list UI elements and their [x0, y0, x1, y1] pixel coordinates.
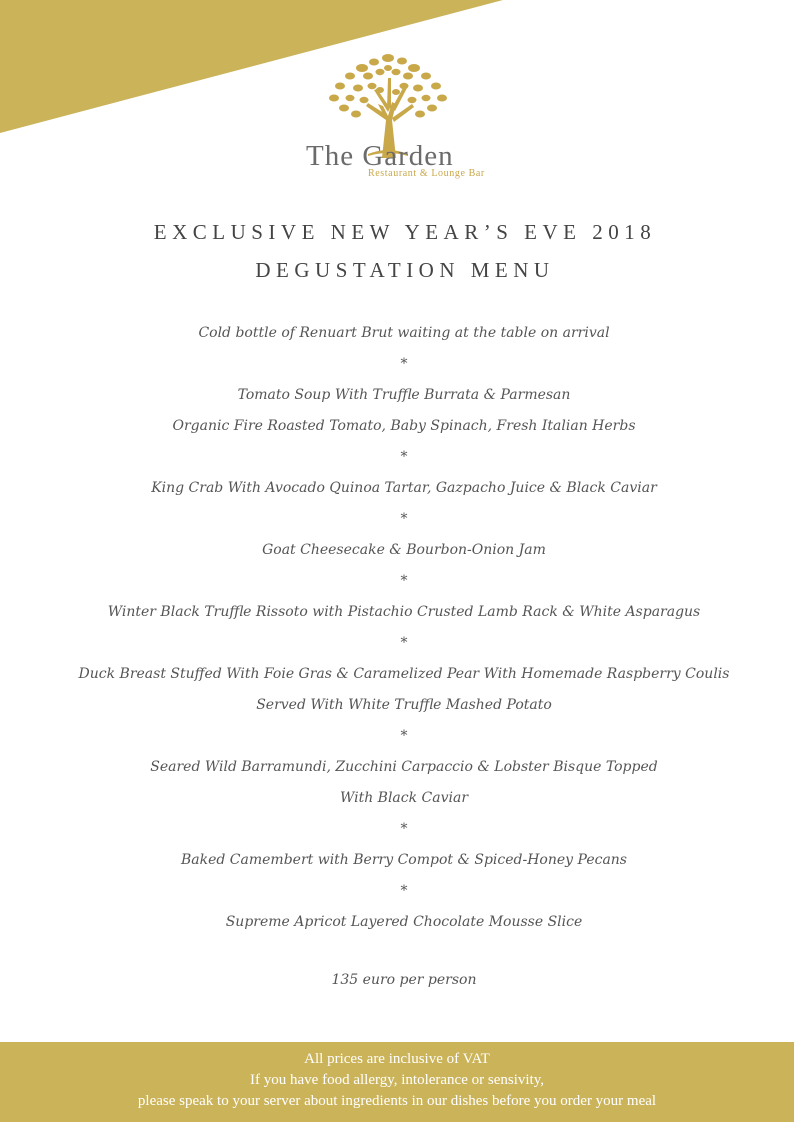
footer-notice [0, 1042, 794, 1122]
menu-item: King Crab With Avocado Quinoa Tartar, Gazpacho Juice & Black Caviar [151, 480, 657, 496]
restaurant-logo [300, 46, 534, 186]
course-separator: * [400, 821, 408, 837]
menu-item: Cold bottle of Renuart Brut waiting at the table on arrival [198, 325, 610, 341]
course-separator: * [400, 356, 408, 372]
menu-item: Tomato Soup With Truffle Burrata & Parmesan [237, 387, 571, 403]
menu-item: Duck Breast Stuffed With Foie Gras & Caramelized Pear With Homemade Raspberry Coulis [78, 666, 730, 682]
menu-item: Supreme Apricot Layered Chocolate Mousse Slice [225, 914, 583, 930]
menu-item: Winter Black Truffle Rissoto with Pistachio Crusted Lamb Rack & White Asparagus [107, 604, 701, 620]
menu-item-detail: Served With White Truffle Mashed Potato [256, 697, 552, 713]
menu-heading-title: EXCLUSIVE NEW YEAR’S EVE 2018 [153, 220, 657, 244]
menu-item-detail: Organic Fire Roasted Tomato, Baby Spinach, Fresh Italian Herbs [172, 418, 636, 434]
course-separator: * [400, 449, 408, 465]
menu-item: Goat Cheesecake & Bourbon-Onion Jam [262, 542, 546, 558]
course-separator: * [400, 511, 408, 527]
allergy-instruction: please speak to your server about ingredients in our dishes before you order your meal [137, 1093, 657, 1109]
course-separator: * [400, 883, 408, 899]
menu-list [0, 318, 794, 938]
allergy-notice: If you have food allergy, intolerance or sensivity, [250, 1072, 544, 1088]
logo-subtitle: Restaurant & Lounge Bar [368, 168, 485, 179]
menu-price: 135 euro per person [331, 972, 477, 988]
course-separator: * [400, 573, 408, 589]
menu-heading-subtitle: DEGUSTATION MENU [255, 258, 555, 282]
menu-item-detail: With Black Caviar [339, 790, 469, 806]
logo-title: The Garden [306, 140, 454, 172]
vat-notice: All prices are inclusive of VAT [304, 1051, 490, 1067]
course-separator: * [400, 728, 408, 744]
menu-item: Baked Camembert with Berry Compot & Spiced-Honey Pecans [180, 852, 627, 868]
menu-item: Seared Wild Barramundi, Zucchini Carpaccio & Lobster Bisque Topped [150, 759, 658, 775]
course-separator: * [400, 635, 408, 651]
